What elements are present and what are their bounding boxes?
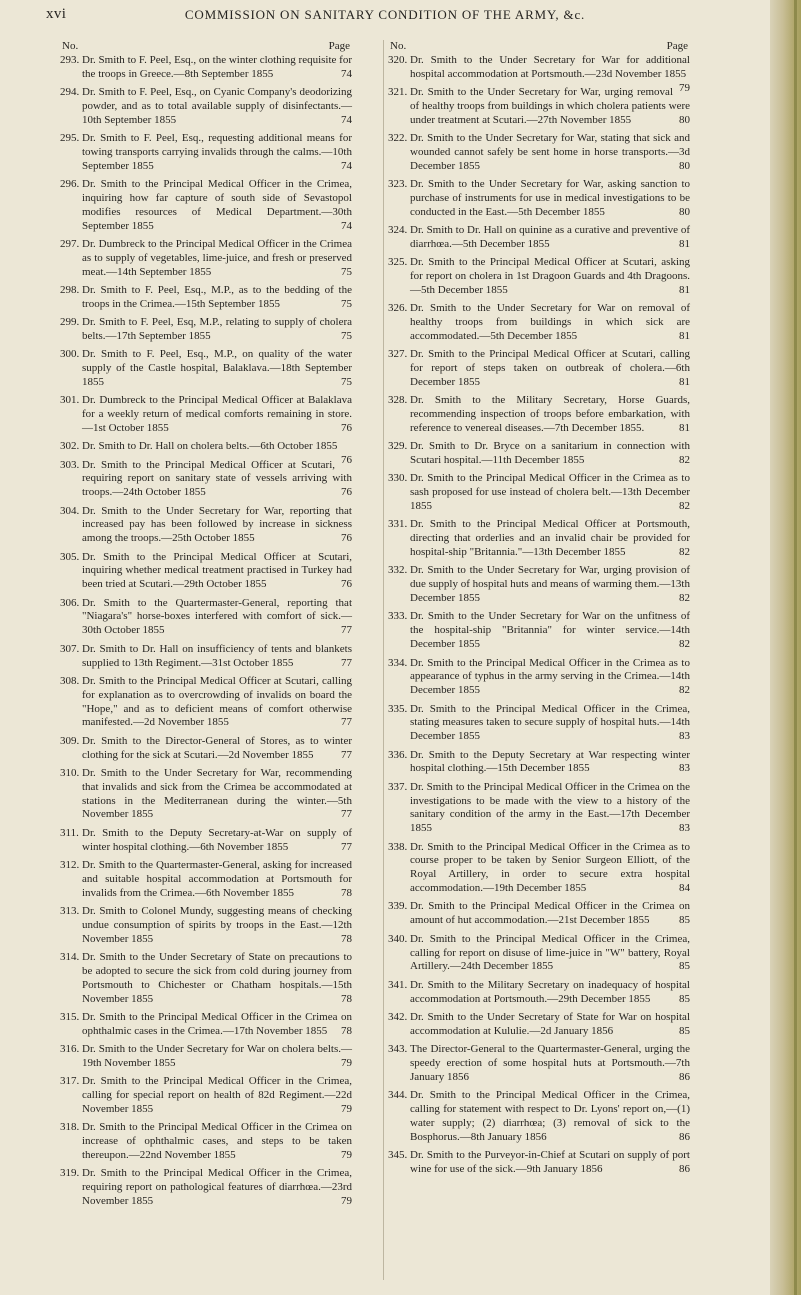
index-entry — [62, 1011, 352, 1039]
entry-text: Dr. Dumbreck to the Principal Medical Officer in the Crimea as to supply of vegetables, lime-juice, and fresh or preserved meat.—14th September 1855 — [82, 238, 352, 278]
entry-page: 80 — [679, 113, 690, 126]
entry-page: 76 — [341, 578, 352, 591]
entry-number: 345. — [388, 1148, 408, 1161]
index-entry — [390, 440, 690, 468]
entry-text: Dr. Smith to the Principal Medical Officer at Scutari, requiring report on sanitary state of vessels arriving with troops.—24th October 1855 — [82, 458, 352, 499]
entry-text: Dr. Smith to F. Peel, Esq., M.P., as to the bedding of the troops in the Crimea.—15th September 1855 — [82, 284, 352, 310]
entry-number: 339. — [388, 900, 408, 913]
entry-text: Dr. Smith to the Under Secretary of State for War on hospital accommodation at Kululie.—2d January 1856 — [410, 1010, 690, 1037]
entry-number: 323. — [388, 178, 408, 191]
entry-number: 328. — [388, 394, 408, 407]
entry-number: 305. — [60, 550, 80, 563]
entry-text: Dr. Smith to F. Peel, Esq., M.P., on quality of the water supply of the Castle hospital, Balaklava.—18th September 1855 — [82, 348, 352, 389]
entry-page: 77 — [341, 716, 352, 729]
entry-page: 82 — [679, 592, 690, 605]
entry-text: Dr. Smith to the Under Secretary for War, reporting that increased pay has been followed by increase in sickness among the troops.—25th October 1855 — [82, 504, 352, 545]
entry-page: 75 — [341, 265, 352, 278]
entry-text: Dr. Smith to the Military Secretary on inadequacy of hospital accommodation at Portsmouth.—29th December 1855 — [410, 978, 690, 1005]
entry-text: Dr. Smith to the Principal Medical Officer at Scutari, calling for report of steps taken on outbreak of cholera.—6th December 1855 — [410, 348, 690, 389]
entry-number: 295. — [60, 132, 80, 145]
entry-page: 83 — [679, 730, 690, 743]
index-entry — [62, 767, 352, 823]
entry-number: 298. — [60, 284, 80, 297]
entry-page: 75 — [341, 297, 352, 310]
entry-text: Dr. Dumbreck to the Principal Medical Officer at Balaklava for a weekly return of medical comforts remaining in store.—1st October 1855 — [82, 394, 352, 435]
entry-number: 309. — [60, 734, 80, 747]
index-entry — [62, 1075, 352, 1117]
entry-number: 325. — [388, 256, 408, 269]
page-edge-binding — [770, 0, 801, 1295]
entry-number: 321. — [388, 86, 408, 99]
index-entry — [390, 86, 690, 128]
entry-text: Dr. Smith to the Principal Medical Officer at Scutari, asking for report on cholera in 1st Dragoon Guards and 4th Dragoons.—5th December 1855 — [410, 256, 690, 297]
entry-page: 81 — [679, 330, 690, 343]
entry-page: 79 — [341, 1056, 352, 1069]
entry-text: Dr. Smith to the Deputy Secretary-at-War on supply of winter hospital clothing.—6th November 1855 — [82, 826, 352, 853]
entry-text: Dr. Smith to Dr. Bryce on a sanitarium in connection with Scutari hospital.—11th December 1855 — [410, 440, 690, 467]
index-entry — [390, 256, 690, 298]
entry-number: 320. — [388, 54, 408, 66]
page-header — [0, 4, 770, 26]
index-entry — [390, 348, 690, 390]
entry-page: 85 — [679, 960, 690, 973]
entry-text: Dr. Smith to the Principal Medical Officer in the Crimea on ophthalmic cases in the Crimea.—17th November 1855 — [82, 1010, 352, 1037]
index-entry — [390, 394, 690, 436]
entry-number: 317. — [60, 1074, 80, 1087]
entry-page: 76 — [341, 454, 352, 467]
index-entry — [62, 905, 352, 947]
entry-page: 77 — [341, 624, 352, 637]
left-column-header — [62, 40, 352, 54]
entry-page: 75 — [341, 330, 352, 343]
entry-number: 304. — [60, 504, 80, 517]
index-entry — [62, 348, 352, 390]
index-entry — [62, 284, 352, 312]
entry-page: 82 — [679, 546, 690, 559]
entry-number: 293. — [60, 54, 80, 66]
entry-page: 85 — [679, 992, 690, 1005]
entry-text: Dr. Smith to the Principal Medical Officer in the Crimea as to course proper to be taken by Senior Surgeon Elliott, of the Royal Artillery, in order to secure extra hospital accommodation.—19th December 1855 — [410, 840, 690, 895]
index-entry — [62, 238, 352, 280]
index-entry — [62, 1167, 352, 1209]
entry-page: 74 — [341, 159, 352, 172]
entry-number: 318. — [60, 1120, 80, 1133]
index-entry — [390, 472, 690, 514]
running-title: COMMISSION ON SANITARY CONDITION OF THE ARMY, &c. — [184, 7, 586, 22]
index-entry — [390, 132, 690, 174]
entry-number: 338. — [388, 840, 408, 853]
entry-text: Dr. Smith to the Principal Medical Officer at Scutari, calling for explanation as to overcrowding of invalids on board the "Hope," and as to deficient means of comfort otherwise manifested.—2d November 1855 — [82, 674, 352, 729]
entry-text: Dr. Smith to the Principal Medical Officer at Portsmouth, directing that orderlies and an invalid chair be provided for hospital-ship "Britannia."—13th December 1855 — [410, 518, 690, 559]
entry-page: 86 — [679, 1070, 690, 1083]
entry-page: 79 — [341, 1148, 352, 1161]
entry-number: 296. — [60, 178, 80, 191]
entry-number: 310. — [60, 766, 80, 779]
entry-page: 82 — [679, 454, 690, 467]
entry-page: 83 — [679, 822, 690, 835]
entry-text: Dr. Smith to F. Peel, Esq., on the winter clothing requisite for the troops in Greece.—8th September 1855 — [82, 54, 352, 80]
entry-text: Dr. Smith to the Principal Medical Officer in the Crimea on the investigations to be made with the view to a history of the sanitary condition of the army in the East.—17th December 1855 — [410, 780, 690, 835]
index-entry — [390, 224, 690, 252]
entry-text: Dr. Smith to the Quartermaster-General, asking for increased and suitable hospital accommodation at Portsmouth for invalids from the Crimea.—6th November 1855 — [82, 858, 352, 899]
entry-number: 333. — [388, 610, 408, 623]
index-entry — [62, 316, 352, 344]
index-entry — [390, 703, 690, 745]
entry-page: 80 — [679, 205, 690, 218]
entry-number: 294. — [60, 86, 80, 99]
entry-page: 78 — [341, 932, 352, 945]
index-entry — [62, 859, 352, 901]
entry-text: Dr. Smith to Dr. Hall on insufficiency of tents and blankets supplied to 13th Regiment.—31st October 1855 — [82, 642, 352, 669]
index-entry — [390, 518, 690, 560]
entry-page: 82 — [679, 684, 690, 697]
entry-page: 76 — [341, 532, 352, 545]
index-entry — [390, 302, 690, 344]
index-entry — [62, 54, 352, 82]
entry-text: Dr. Smith to the Military Secretary, Horse Guards, recommending inspection of troops before embarkation, with reference to venereal diseases.—7th December 1855. — [410, 394, 690, 435]
entry-page: 76 — [341, 422, 352, 435]
right-column — [390, 40, 690, 1181]
index-entry — [62, 505, 352, 547]
entry-number: 340. — [388, 932, 408, 945]
entry-page: 74 — [341, 219, 352, 232]
entry-page: 74 — [341, 113, 352, 126]
entry-text: Dr. Smith to the Under Secretary for War, stating that sick and wounded cannot safely be sent home in horse transports.—3d December 1855 — [410, 132, 690, 172]
entry-page: 82 — [679, 638, 690, 651]
entry-page: 78 — [341, 1024, 352, 1037]
index-entry — [390, 781, 690, 837]
entry-page: 86 — [679, 1130, 690, 1143]
entry-text: Dr. Smith to the Director-General of Stores, as to winter clothing for the sick at Scutari.—2d November 1855 — [82, 734, 352, 761]
entry-number: 314. — [60, 950, 80, 963]
index-entry — [62, 597, 352, 639]
entry-text: Dr. Smith to the Under Secretary for War, urging removal of healthy troops from buildings in which cholera patients were under treatment at Scutari.—27th November 1855 — [410, 86, 690, 126]
page-label: Page — [666, 40, 688, 52]
entry-number: 335. — [388, 702, 408, 715]
index-entry — [390, 1089, 690, 1145]
entry-number: 344. — [388, 1088, 408, 1101]
entry-text: Dr. Smith to the Under Secretary for War, asking sanction to purchase of instruments for use in medical investigations to be conducted in the East.—5th December 1855 — [410, 178, 690, 218]
entry-page: 81 — [679, 376, 690, 389]
entry-page: 82 — [679, 500, 690, 513]
index-entry — [390, 610, 690, 652]
entry-number: 342. — [388, 1010, 408, 1023]
entry-text: Dr. Smith to the Under Secretary of State on precautions to be adopted to secure the sick from cold during journey from Portsmouth to Chichester or Chatham hospitals.—15th November 1855 — [82, 950, 352, 1005]
entry-number: 301. — [60, 394, 80, 407]
page-label: Page — [328, 40, 350, 52]
entry-page: 81 — [679, 238, 690, 251]
entry-number: 332. — [388, 564, 408, 577]
entry-number: 311. — [60, 826, 79, 839]
index-entry — [62, 951, 352, 1007]
column-divider — [383, 40, 384, 1280]
entry-page: 78 — [341, 992, 352, 1005]
entry-number: 330. — [388, 472, 408, 485]
entry-page: 79 — [341, 1102, 352, 1115]
entry-text: The Director-General to the Quartermaster-General, urging the speedy erection of some hospital huts at Portsmouth.—7th January 1856 — [410, 1042, 690, 1083]
entry-text: Dr. Smith to the Principal Medical Officer at Scutari, inquiring whether medical treatment practised in Turkey had been tried at Scutari.—29th October 1855 — [82, 550, 352, 591]
entry-number: 343. — [388, 1042, 408, 1055]
entry-number: 302. — [60, 440, 80, 453]
index-entry — [390, 841, 690, 897]
entry-text: Dr. Smith to the Principal Medical Officer in the Crimea, calling for special report on health of 82d Regiment.—22d November 1855 — [82, 1074, 352, 1115]
entry-text: Dr. Smith to F. Peel, Esq, M.P., relating to supply of cholera belts.—17th September 1855 — [82, 316, 352, 343]
entry-number: 313. — [60, 904, 80, 917]
entry-page: 86 — [679, 1162, 690, 1175]
index-entry — [62, 827, 352, 855]
entry-page: 77 — [341, 748, 352, 761]
no-label: No. — [62, 40, 79, 52]
index-entry — [390, 979, 690, 1007]
entry-number: 319. — [60, 1166, 80, 1179]
entry-number: 307. — [60, 642, 80, 655]
index-entry — [62, 643, 352, 671]
entry-text: Dr. Smith to the Principal Medical Officer in the Crimea on amount of hut accommodation.—21st December 1855 — [410, 900, 690, 927]
entry-number: 336. — [388, 748, 408, 761]
entry-text: Dr. Smith to the Under Secretary for War on removal of healthy troops from buildings in which sick are accommodated.—5th December 1855 — [410, 302, 690, 343]
entry-text: Dr. Smith to Dr. Hall on cholera belts.—6th October 1855 — [82, 440, 338, 453]
entry-text: Dr. Smith to the Principal Medical Officer in the Crimea, calling for report on disuse of lime-juice in "W" battery, Royal Artillery.—24th December 1855 — [410, 932, 690, 973]
entry-number: 327. — [388, 348, 408, 361]
entry-number: 331. — [388, 518, 408, 531]
entry-number: 315. — [60, 1010, 80, 1023]
entry-page: 84 — [679, 882, 690, 895]
index-entry — [390, 564, 690, 606]
index-entry — [390, 900, 690, 928]
entry-number: 326. — [388, 302, 408, 315]
entry-text: Dr. Smith to the Under Secretary for War on the unfitness of the hospital-ship "Britannia" for winter service.—14th December 1855 — [410, 610, 690, 651]
entry-text: Dr. Smith to the Under Secretary for War for additional hospital accommodation at Portsmouth.—23d November 1855 — [410, 54, 690, 80]
index-entry — [62, 1121, 352, 1163]
entry-number: 308. — [60, 674, 80, 687]
index-entry — [390, 1043, 690, 1085]
index-entry — [390, 657, 690, 699]
entry-number: 299. — [60, 316, 80, 329]
index-entry — [390, 749, 690, 777]
entry-number: 337. — [388, 780, 408, 793]
entry-number: 316. — [60, 1042, 80, 1055]
entry-page: 77 — [341, 808, 352, 821]
no-label: No. — [390, 40, 407, 52]
entry-number: 297. — [60, 238, 80, 251]
entry-text: Dr. Smith to the Principal Medical Officer in the Crimea, requiring report on pathological features of diarrhœa.—23rd November 1855 — [82, 1166, 352, 1207]
index-entry — [62, 178, 352, 234]
entry-text: Dr. Smith to the Principal Medical Officer in the Crimea, calling for statement with respect to Dr. Lyons' report on,—(1) water supply; (2) diarrhœa; (3) removal of sick to the Bosphorus.—8th January 1856 — [410, 1088, 690, 1143]
entry-number: 300. — [60, 348, 80, 361]
entry-page: 85 — [679, 914, 690, 927]
entry-text: Dr. Smith to Colonel Mundy, suggesting means of checking undue consumption of spirits by troops in the East.—12th November 1855 — [82, 904, 352, 945]
index-entry — [62, 675, 352, 731]
index-entry — [62, 735, 352, 763]
entry-number: 334. — [388, 656, 408, 669]
entry-page: 74 — [341, 67, 352, 80]
entry-text: Dr. Smith to F. Peel, Esq., requesting additional means for towing transports carrying invalids through the calms.—10th September 1855 — [82, 132, 352, 172]
entry-number: 341. — [388, 978, 408, 991]
entry-page: 77 — [341, 840, 352, 853]
entry-page: 85 — [679, 1024, 690, 1037]
entry-text: Dr. Smith to Dr. Hall on quinine as a curative and preventive of diarrhœa.—5th December 1855 — [410, 224, 690, 251]
entry-page: 77 — [341, 656, 352, 669]
entry-page: 81 — [679, 284, 690, 297]
entry-page: 75 — [341, 376, 352, 389]
index-entry — [390, 933, 690, 975]
entry-number: 312. — [60, 858, 80, 871]
index-entry — [390, 1011, 690, 1039]
index-entry — [62, 459, 352, 501]
entry-text: Dr. Smith to the Purveyor-in-Chief at Scutari on supply of port wine for use of the sick.—9th January 1856 — [410, 1148, 690, 1175]
page-number: xvi — [46, 6, 67, 22]
entry-number: 303. — [60, 458, 80, 471]
entry-text: Dr. Smith to the Deputy Secretary at War respecting winter hospital clothing.—15th December 1855 — [410, 748, 690, 775]
entry-page: 79 — [341, 1194, 352, 1207]
left-column — [62, 40, 352, 1213]
index-entry — [62, 132, 352, 174]
entry-text: Dr. Smith to the Principal Medical Officer in the Crimea, stating measures taken to secure supply of hospital huts.—14th December 1855 — [410, 702, 690, 743]
entry-number: 306. — [60, 596, 80, 609]
index-entry — [62, 1043, 352, 1071]
right-column-header — [390, 40, 690, 54]
entry-number: 329. — [388, 440, 408, 453]
entry-text: Dr. Smith to the Quartermaster-General, reporting that "Niagara's" horse-boxes interfered with comfort of sick.—30th October 1855 — [82, 596, 352, 637]
entry-text: Dr. Smith to the Under Secretary for War, urging provision of due supply of hospital huts and means of warming them.—13th December 1855 — [410, 564, 690, 605]
index-entry — [62, 394, 352, 436]
entry-text: Dr. Smith to the Under Secretary for War, recommending that invalids and sick from the Crimea be accommodated at stations in the Mediterranean during the winter.—5th November 1855 — [82, 766, 352, 821]
entry-number: 322. — [388, 132, 408, 145]
index-entry — [390, 178, 690, 220]
entry-text: Dr. Smith to F. Peel, Esq., on Cyanic Company's deodorizing powder, and as to total available supply of disinfectants.—10th September 1855 — [82, 86, 352, 126]
entry-page: 76 — [341, 486, 352, 499]
entry-page: 79 — [679, 81, 690, 94]
entry-page: 83 — [679, 762, 690, 775]
entry-page: 81 — [679, 422, 690, 435]
entry-number: 324. — [388, 224, 408, 237]
index-entry — [62, 551, 352, 593]
entry-text: Dr. Smith to the Principal Medical Officer in the Crimea, inquiring how far capture of south side of Sevastopol modifies resources of Medical Department.—30th September 1855 — [82, 178, 352, 232]
index-entry — [390, 1149, 690, 1177]
entry-page: 78 — [341, 886, 352, 899]
index-entry — [62, 86, 352, 128]
entry-text: Dr. Smith to the Principal Medical Officer in the Crimea on increase of ophthalmic cases, and steps to be taken thereupon.—22nd November 1855 — [82, 1120, 352, 1161]
entry-text: Dr. Smith to the Under Secretary for War on cholera belts.—19th November 1855 — [82, 1042, 352, 1069]
entry-text: Dr. Smith to the Principal Medical Officer in the Crimea as to sash proposed for use instead of cholera belt.—13th December 1855 — [410, 472, 690, 513]
entry-text: Dr. Smith to the Principal Medical Officer in the Crimea as to appearance of typhus in the army serving in the Crimea.—14th December 1855 — [410, 656, 690, 697]
entry-page: 80 — [679, 159, 690, 172]
